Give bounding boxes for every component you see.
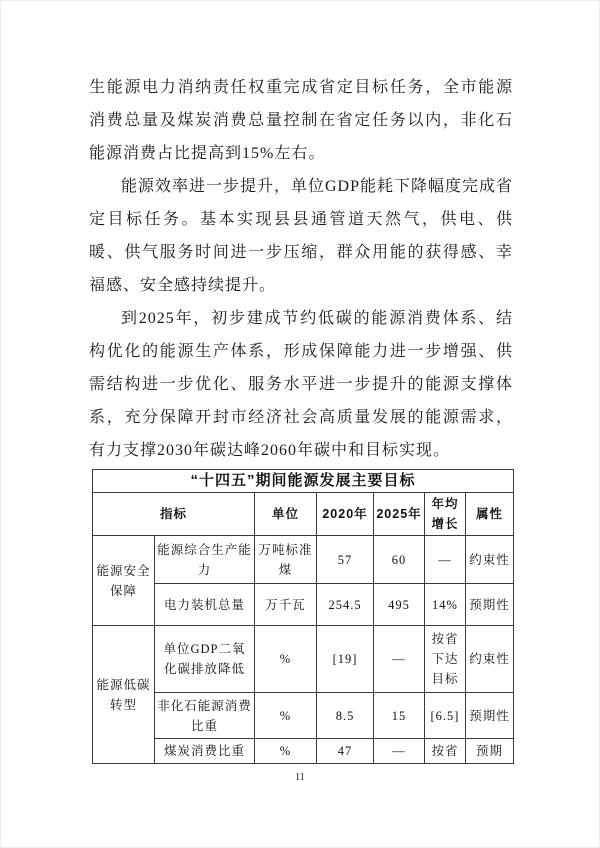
attribute-cell: 预期	[466, 739, 514, 764]
attribute-cell: 约束性	[466, 626, 514, 693]
col-header-unit: 单位	[255, 493, 317, 536]
table-row	[93, 536, 514, 584]
table-row	[93, 739, 514, 764]
value-2020-cell: 47	[317, 739, 374, 764]
value-2025-cell: 495	[374, 584, 425, 626]
unit-cell: 万千瓦	[255, 584, 317, 626]
page-number: 11	[295, 772, 305, 783]
table-title: “十四五”期间能源发展主要目标	[93, 470, 514, 493]
unit-cell: %	[255, 693, 317, 739]
body-paragraph-1: 生能源电力消纳责任权重完成省定目标任务，全市能源消费总量及煤炭消费总量控制在省定任务以内，非化石能源消费占比提高到15%左右。	[89, 79, 513, 162]
indicator-cell: 单位GDP二氧化碳排放降低	[155, 626, 255, 693]
group-cell-low-carbon: 能源低碳转型	[93, 626, 155, 764]
value-2020-cell: 8.5	[317, 693, 374, 739]
indicator-cell: 煤炭消费比重	[155, 739, 255, 764]
growth-cell: 按省下达目标	[425, 626, 466, 693]
table-row	[93, 584, 514, 626]
table-row	[93, 626, 514, 693]
indicator-cell: 电力装机总量	[155, 584, 255, 626]
attribute-cell: 预期性	[466, 693, 514, 739]
col-header-2025: 2025年	[374, 493, 425, 536]
value-2025-cell: 60	[374, 536, 425, 584]
value-2020-cell: [19]	[317, 626, 374, 693]
page-body	[89, 71, 513, 764]
table-row	[93, 693, 514, 739]
body-paragraph-3: 到2025年，初步建成节约低碳的能源消费体系、结构优化的能源生产体系，形成保障能力进一步增强、供需结构进一步优化、服务水平进一步提升的能源支撑体系，充分保障开封市经济社会高质量发展的能源需求，有力支撑2030年碳达峰2060年碳中和目标实现。	[89, 310, 513, 459]
indicator-cell: 非化石能源消费比重	[155, 693, 255, 739]
value-2025-cell: —	[374, 626, 425, 693]
unit-cell: 万吨标准煤	[255, 536, 317, 584]
growth-cell: 14%	[425, 584, 466, 626]
body-paragraph-2: 能源效率进一步提升，单位GDP能耗下降幅度完成省定目标任务。基本实现县县通管道天然气，供电、供暖、供气服务时间进一步压缩，群众用能的获得感、幸福感、安全感持续提升。	[89, 178, 514, 294]
value-2025-cell: —	[374, 739, 425, 764]
value-2025-cell: 15	[374, 693, 425, 739]
group-cell-energy-security: 能源安全保障	[93, 536, 155, 626]
value-2020-cell: 57	[317, 536, 374, 584]
attribute-cell: 约束性	[466, 536, 514, 584]
unit-cell: %	[255, 626, 317, 693]
growth-cell: [6.5]	[425, 693, 466, 739]
growth-cell: —	[425, 536, 466, 584]
col-header-2020: 2020年	[317, 493, 374, 536]
value-2020-cell: 254.5	[317, 584, 374, 626]
unit-cell: %	[255, 739, 317, 764]
indicator-cell: 能源综合生产能力	[155, 536, 255, 584]
col-header-indicator: 指标	[93, 493, 255, 536]
growth-cell: 按省	[425, 739, 466, 764]
col-header-growth: 年均增长	[425, 493, 466, 536]
energy-targets-table	[92, 469, 514, 764]
col-header-attribute: 属性	[466, 493, 514, 536]
attribute-cell: 预期性	[466, 584, 514, 626]
